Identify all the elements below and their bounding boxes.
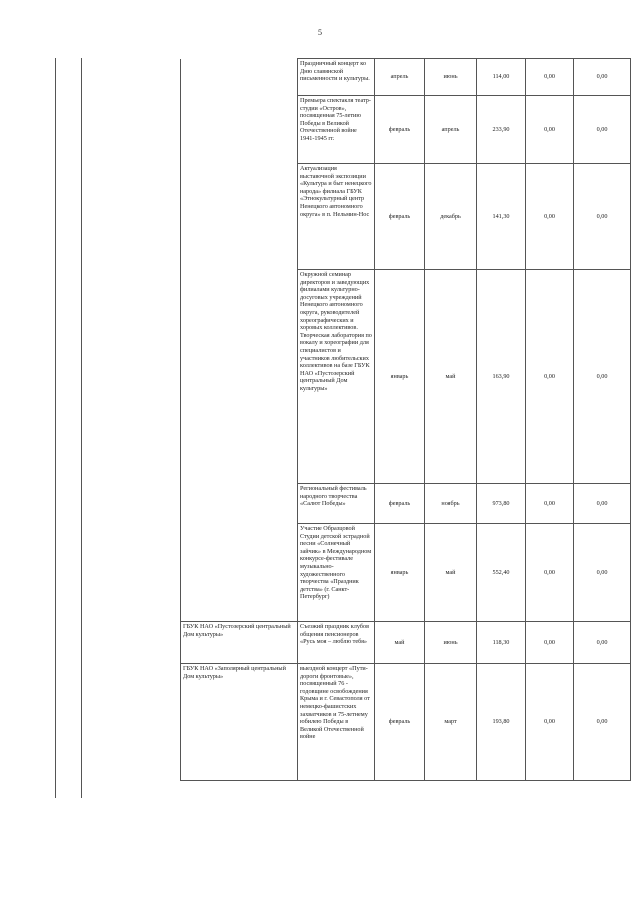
start-month-cell: апрель <box>375 59 425 96</box>
amount-cell-2: 0,00 <box>526 164 574 270</box>
end-month-cell: май <box>425 270 477 484</box>
amount-cell-3: 0,00 <box>574 96 631 164</box>
start-month-cell: февраль <box>375 96 425 164</box>
start-month-cell: январь <box>375 524 425 622</box>
end-month-cell: июнь <box>425 622 477 664</box>
organization-cell <box>181 164 298 270</box>
amount-cell-3: 0,00 <box>574 59 631 96</box>
amount-cell-2: 0,00 <box>526 59 574 96</box>
amount-cell-3: 0,00 <box>574 164 631 270</box>
amount-cell-2: 0,00 <box>526 270 574 484</box>
event-cell: выездной концерт «Пути-дороги фронтовые», посвященный 76 - годовщине освобождения Крыма и г. Севастополя от немецко-фашистских захватчиков и 75-летнему юбилею Победы в Великой Отечественной войне <box>298 664 375 781</box>
event-cell: Участие Образцовой Студии детской эстрадной песни «Солнечный зайчик» в Международном конкурсе-фестивале музыкально-художественного творчества «Праздник детства» (г. Санкт-Петербург) <box>298 524 375 622</box>
amount-cell-2: 0,00 <box>526 96 574 164</box>
end-month-cell: ноябрь <box>425 484 477 524</box>
amount-cell-2: 0,00 <box>526 524 574 622</box>
end-month-cell: июнь <box>425 59 477 96</box>
amount-cell-3: 0,00 <box>574 622 631 664</box>
event-cell: Актуализация выставочной экспозиции «Культура и быт ненецкого народа» филиала ГБУК «Этнокультурный центр Ненецкого автономного округа» в п. Нельмин-Нос <box>298 164 375 270</box>
start-month-cell: февраль <box>375 484 425 524</box>
end-month-cell: декабрь <box>425 164 477 270</box>
amount-cell: 114,00 <box>477 59 526 96</box>
amount-cell: 233,90 <box>477 96 526 164</box>
table-row <box>181 270 631 484</box>
amount-cell-2: 0,00 <box>526 622 574 664</box>
organization-cell <box>181 270 298 484</box>
page-number: 5 <box>318 28 322 37</box>
organization-cell <box>181 524 298 622</box>
table-row <box>181 484 631 524</box>
start-month-cell: февраль <box>375 164 425 270</box>
table-row <box>181 622 631 664</box>
amount-cell-3: 0,00 <box>574 270 631 484</box>
budget-table <box>180 58 631 781</box>
table-row <box>181 96 631 164</box>
organization-cell: ГБУК НАО «Пустозерский центральный Дом культуры» <box>181 622 298 664</box>
start-month-cell: февраль <box>375 664 425 781</box>
amount-cell: 163,90 <box>477 270 526 484</box>
end-month-cell: май <box>425 524 477 622</box>
start-month-cell: май <box>375 622 425 664</box>
organization-cell <box>181 96 298 164</box>
event-cell: Премьера спектакля театр-студии «Остров», посвященная 75-летию Победы в Великой Отечественной войне 1941-1945 гг. <box>298 96 375 164</box>
amount-cell: 118,30 <box>477 622 526 664</box>
end-month-cell: апрель <box>425 96 477 164</box>
amount-cell: 193,80 <box>477 664 526 781</box>
start-month-cell: январь <box>375 270 425 484</box>
amount-cell-3: 0,00 <box>574 484 631 524</box>
table-row <box>181 164 631 270</box>
event-cell: Праздничный концерт ко Дню славянской письменности и культуры. <box>298 59 375 96</box>
table-row <box>181 524 631 622</box>
organization-cell: ГБУК НАО «Заполярный центральный Дом культуры» <box>181 664 298 781</box>
event-cell: Региональный фестиваль народного творчества «Салют Победы» <box>298 484 375 524</box>
amount-cell: 552,40 <box>477 524 526 622</box>
amount-cell-3: 0,00 <box>574 524 631 622</box>
table-row <box>181 664 631 781</box>
organization-cell <box>181 484 298 524</box>
event-cell: Окружной семинар директоров и заведующих филиалами культурно-досуговых учреждений Ненецкого автономного округа, руководителей хореографических и хоровых коллективов. Творческая лаборатория по вокалу и хореографии для специалистов и участников любительских коллективов на базе ГБУК НАО «Пустозерский центральный Дом культуры» <box>298 270 375 484</box>
event-cell: Съезжий праздник клубов общения пенсионеров «Русь моя – люблю тебя» <box>298 622 375 664</box>
amount-cell: 141,30 <box>477 164 526 270</box>
outer-column-border-2 <box>81 58 82 798</box>
amount-cell-3: 0,00 <box>574 664 631 781</box>
organization-cell <box>181 59 298 96</box>
table-row <box>181 59 631 96</box>
amount-cell: 973,80 <box>477 484 526 524</box>
amount-cell-2: 0,00 <box>526 664 574 781</box>
end-month-cell: март <box>425 664 477 781</box>
outer-column-border-1 <box>55 58 56 798</box>
amount-cell-2: 0,00 <box>526 484 574 524</box>
